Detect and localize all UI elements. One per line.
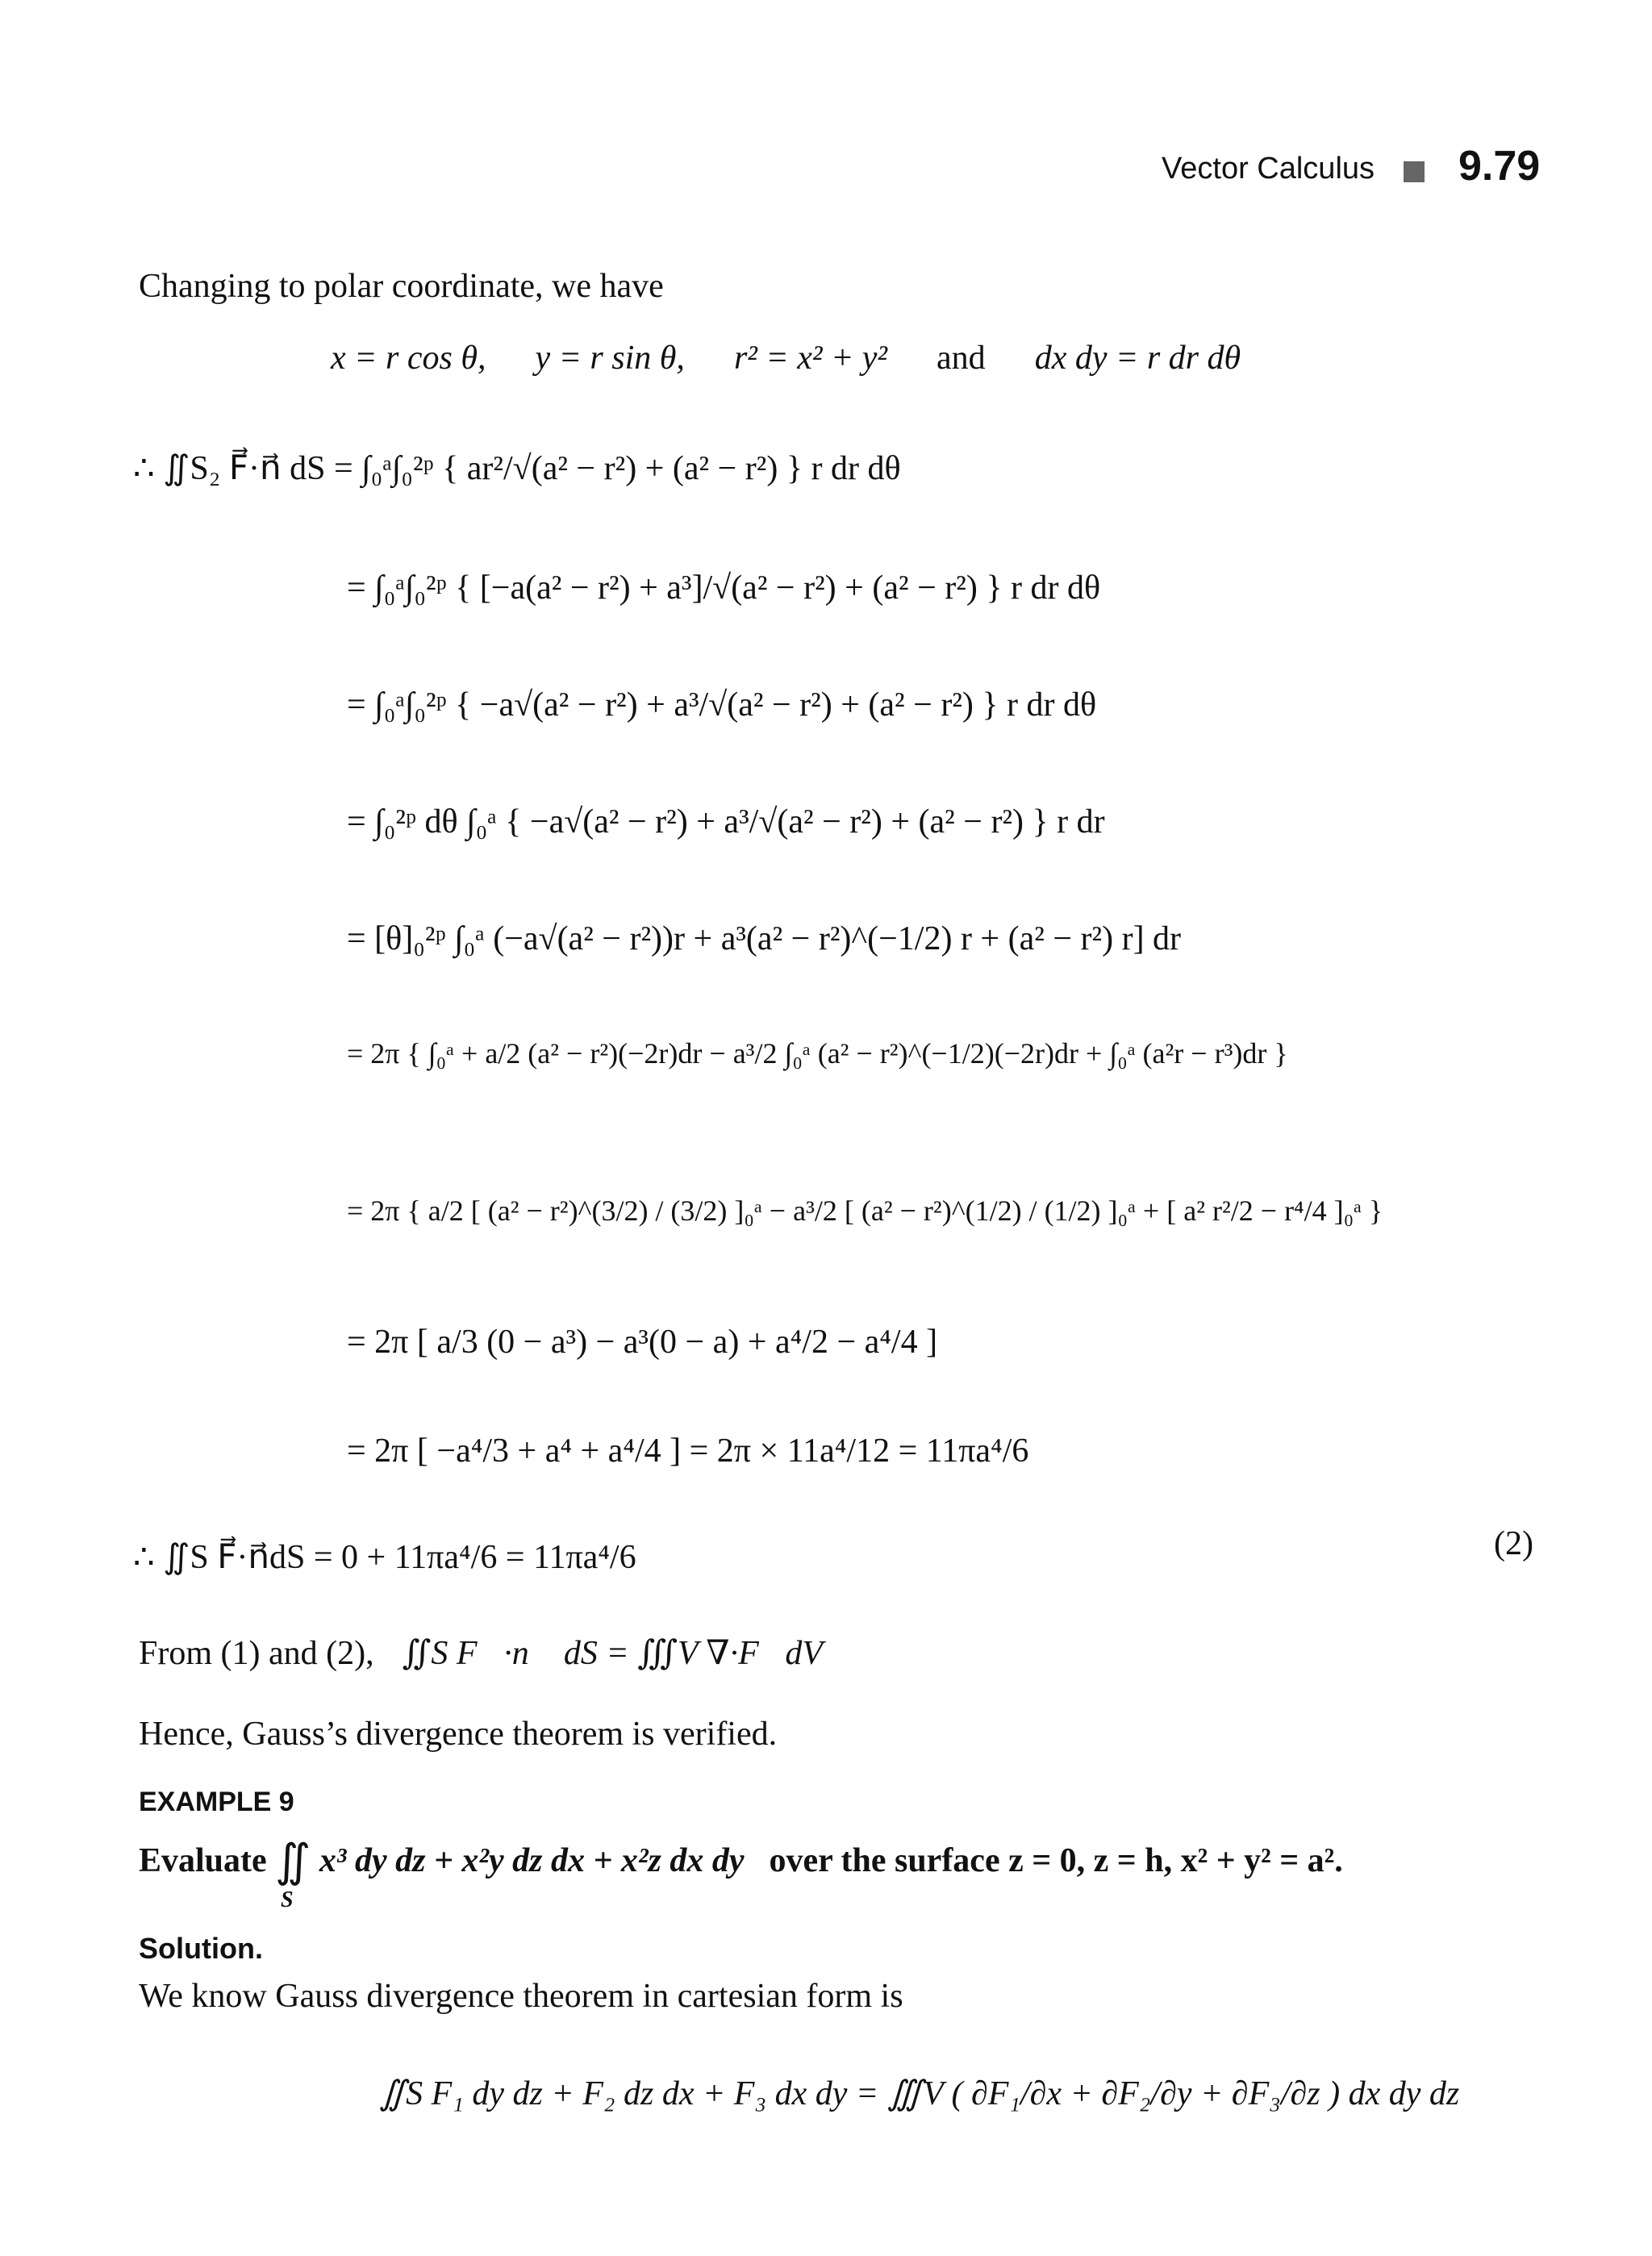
derivation-line-9: = 2π [ −a⁴/3 + a⁴ + a⁴/4 ] = 2π × 11a⁴/12 = 11πa⁴/6	[347, 1432, 1029, 1470]
eq-and: and	[937, 340, 986, 377]
from-line	[139, 1633, 823, 1674]
eq-x: x = r cos θ,	[331, 340, 486, 377]
header-square-icon	[1404, 161, 1425, 182]
derivation-line-1: ∴ ∬S₂ F⃗·n⃗ dS = ∫₀ᵃ∫₀²ᵖ { ar²/√(a² − r²) + (a² − r²) } r dr dθ	[133, 450, 901, 487]
page-number: 9.79	[1458, 143, 1541, 190]
polar-equations	[331, 339, 1241, 377]
derivation-line-4: = ∫₀²ᵖ dθ ∫₀ᵃ { −a√(a² − r²) + a³/√(a² − r²) + (a² − r²) } r dr	[347, 803, 1105, 840]
double-integral-symbol: ∬	[275, 1837, 311, 1887]
solution-label: Solution.	[139, 1932, 263, 1965]
eq-r: r² = x² + y²	[733, 340, 888, 377]
evaluate-word: Evaluate	[139, 1842, 267, 1879]
intro-text: Changing to polar coordinate, we have	[139, 268, 664, 305]
from-equation: ∬S F⃗·n⃗ dS = ∭V ∇·F⃗dV	[402, 1635, 824, 1672]
example-label: EXAMPLE 9	[139, 1787, 294, 1817]
eq-y: y = r sin θ,	[535, 340, 685, 377]
derivation-line-8: = 2π [ a/3 (0 − a³) − a³(0 − a) + a⁴/2 − a⁴/4 ]	[347, 1324, 938, 1361]
derivation-line-6: = 2π { ∫₀ᵃ + a/2 (a² − r²)(−2r)dr − a³/2 ∫₀ᵃ (a² − r²)^(−1/2)(−2r)dr + ∫₀ᵃ (a²r − r³)dr }	[347, 1037, 1288, 1070]
conclusion-text: Hence, Gauss’s divergence theorem is verified.	[139, 1716, 778, 1753]
example-surface: over the surface z = 0, z = h, x² + y² = a².	[769, 1842, 1343, 1879]
equation-number-2: (2)	[1494, 1525, 1533, 1562]
from-prefix: From (1) and (2),	[139, 1635, 374, 1672]
example-integral-subscript: S	[281, 1887, 294, 1912]
running-title: Vector Calculus	[1162, 152, 1375, 186]
result-line: ∴ ∬S F⃗·n⃗dS = 0 + 11πa⁴/6 = 11πa⁴/6	[133, 1539, 636, 1576]
example-statement	[139, 1835, 1343, 1889]
derivation-line-7: = 2π { a/2 [ (a² − r²)^(3/2) / (3/2) ]₀ᵃ − a³/2 [ (a² − r²)^(1/2) / (1/2) ]₀ᵃ + [ a² r²/2 − r⁴/4 ]₀ᵃ }	[347, 1195, 1383, 1227]
running-header	[0, 145, 1652, 194]
solution-text: We know Gauss divergence theorem in cartesian form is	[139, 1978, 903, 2015]
gauss-cartesian-equation: ∬S F₁ dy dz + F₂ dz dx + F₃ dx dy = ∭V ( ∂F₁/∂x + ∂F₂/∂y + ∂F₃/∂z ) dx dy dz	[379, 2075, 1460, 2112]
derivation-line-2: = ∫₀ᵃ∫₀²ᵖ { [−a(a² − r²) + a³]/√(a² − r²) + (a² − r²) } r dr dθ	[347, 569, 1101, 607]
derivation-line-3: = ∫₀ᵃ∫₀²ᵖ { −a√(a² − r²) + a³/√(a² − r²) + (a² − r²) } r dr dθ	[347, 686, 1097, 724]
example-integrand: x³ dy dz + x²y dz dx + x²z dx dy	[319, 1842, 745, 1879]
eq-area: dx dy = r dr dθ	[1034, 340, 1241, 377]
derivation-line-5: = [θ]₀²ᵖ ∫₀ᵃ (−a√(a² − r²))r + a³(a² − r²)^(−1/2) r + (a² − r²) r] dr	[347, 920, 1182, 957]
